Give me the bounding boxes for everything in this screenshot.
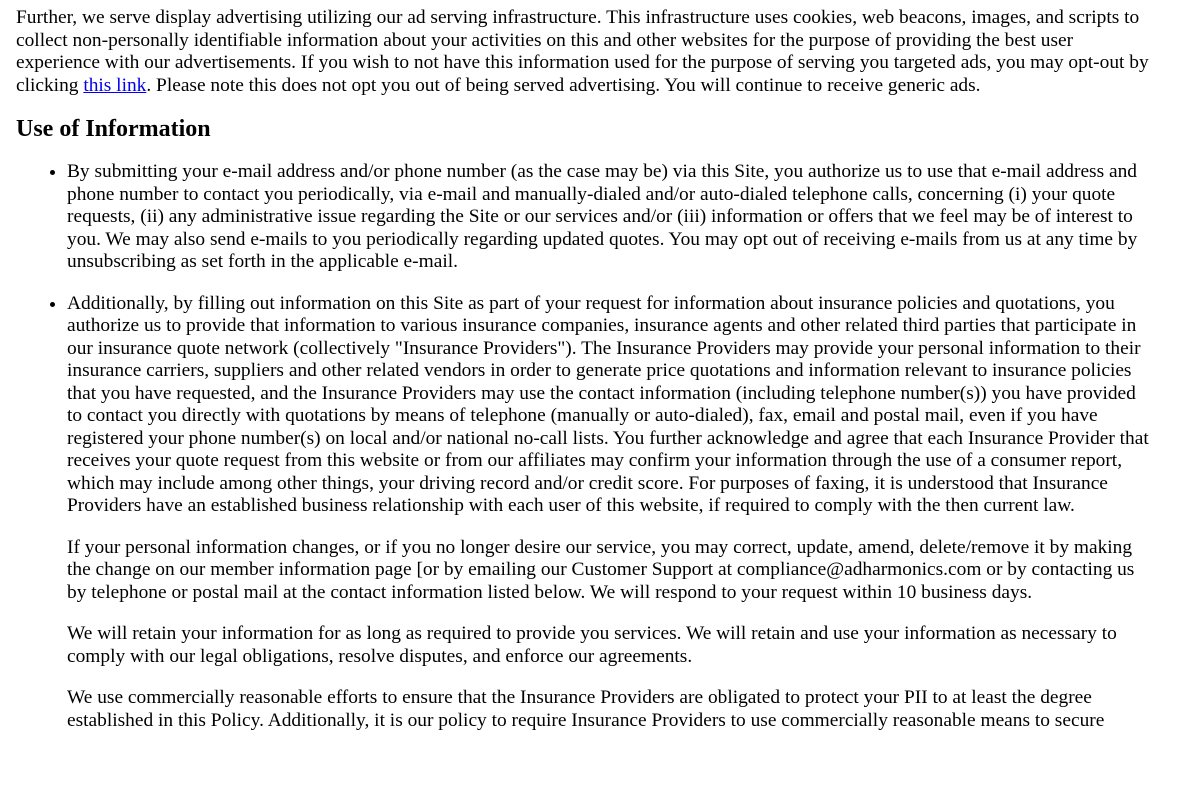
- followup-paragraph: We will retain your information for as long as required to provide you services. We will retain and use your information as necessary to comply with our legal obligations, resolve disputes, and enforce our agreements.: [67, 623, 1117, 667]
- list-item-text: Additionally, by filling out information on this Site as part of your request for information about insurance policies and quotations, you authorize us to provide that information to various insurance companies, insurance agents and other related third parties that participate in our insurance quote network (collectively "Insurance Providers"). The Insurance Providers may provide your personal information to their insurance carriers, suppliers and other related vendors in order to generate price quotations and information relevant to insurance policies that you have requested, and the Insurance Providers may use the contact information (including telephone number(s)) you have provided to contact you directly with quotations by means of telephone (manually or auto-dialed), fax, email and postal mail, even if you have registered your phone number(s) on local and/or national no-call lists. You further acknowledge and agree that each Insurance Provider that receives your quote request from this website or from our affiliates may confirm your information through the use of a consumer report, which may include among other things, your driving record and/or credit score. For purposes of faxing, it is understood that Insurance Providers have an established business relationship with each user of this website, if required to comply with the then current law.: [67, 292, 1149, 516]
- use-of-information-list: [16, 161, 1152, 732]
- intro-paragraph: [16, 7, 1152, 97]
- intro-text-before-link: Further, we serve display advertising utilizing our ad serving infrastructure. This infrastructure uses cookies, web beacons, images, and scripts to collect non-personally identifiable information about your activities on this and other websites for the purpose of providing the best user experience with our advertisements. If you wish to not have this information used for the purpose of serving you targeted ads, you may opt-out by clicking: [16, 7, 1149, 96]
- section-heading: Use of Information: [16, 116, 211, 142]
- opt-out-link[interactable]: this link: [83, 74, 147, 96]
- policy-content: [16, 7, 1152, 732]
- list-item: [67, 293, 1152, 733]
- intro-text-after-link: . Please note this does not opt you out of being served advertising. You will continue to receive generic ads.: [146, 74, 981, 96]
- followup-paragraph: We use commercially reasonable efforts to ensure that the Insurance Providers are obligated to protect your PII to at least the degree established in this Policy. Additionally, it is our policy to require Insurance Providers to use commercially reasonable means to secure: [67, 687, 1105, 731]
- followup-paragraph: If your personal information changes, or if you no longer desire our service, you may correct, update, amend, delete/remove it by making the change on our member information page [or by emailing our Customer Support at compliance@adharmonics.com or by contacting us by telephone or postal mail at the contact information listed below. We will respond to your request within 10 business days.: [67, 536, 1135, 603]
- list-item-text: By submitting your e-mail address and/or phone number (as the case may be) via this Site, you authorize us to use that e-mail address and phone number to contact you periodically, via e-mail and manually-dialed and/or auto-dialed telephone calls, concerning (i) your quote requests, (ii) any administrative issue regarding the Site or our services and/or (iii) information or offers that we feel may be of interest to you. We may also send e-mails to you periodically regarding updated quotes. You may opt out of receiving e-mails from us at any time by unsubscribing as set forth in the applicable e-mail.: [67, 161, 1138, 272]
- list-item: [67, 161, 1152, 274]
